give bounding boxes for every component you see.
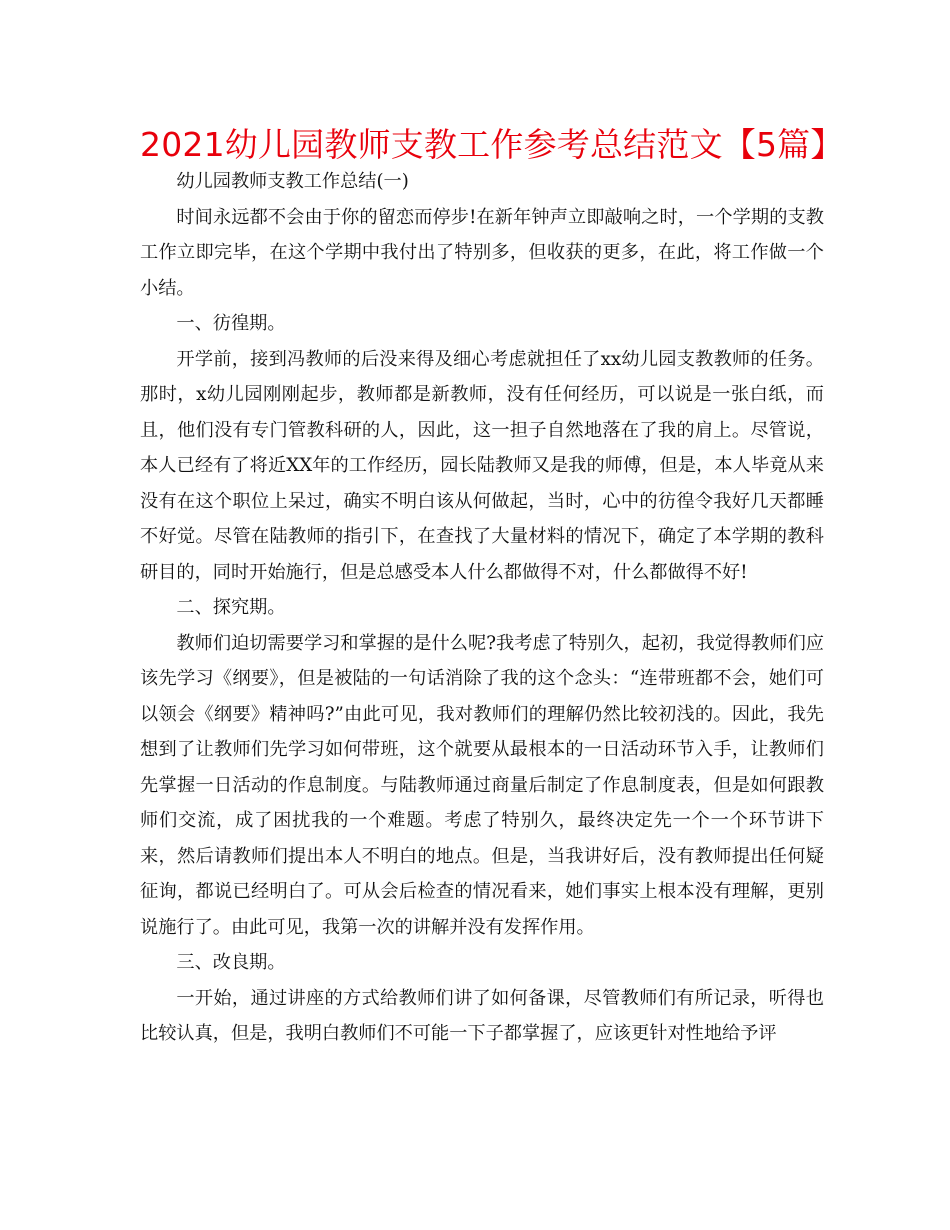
- section-heading: 幼儿园教师支教工作总结(一): [176, 171, 409, 192]
- subsection-heading: 二、探究期。: [176, 597, 286, 618]
- subsection-heading: 一、彷徨期。: [176, 313, 286, 334]
- subsection-heading: 三、改良期。: [176, 952, 286, 973]
- body-paragraph: 一开始，通过讲座的方式给教师们讲了如何备课，尽管教师们有所记录，听得也比较认真，但是，我明白教师们不可能一下子都掌握了，应该更针对性地给予评: [140, 987, 824, 1044]
- document-title: 2021幼儿园教师支教工作参考总结范文【5篇】: [140, 125, 844, 164]
- document-body: [140, 164, 824, 1052]
- body-paragraph: 开学前，接到冯教师的后没来得及细心考虑就担任了xx幼儿园支教教师的任务。那时，x幼儿园刚刚起步，教师都是新教师，没有任何经历，可以说是一张白纸，而且，他们没有专门管教科研的人，因此，这一担子自然地落在了我的肩上。尽管说，本人已经有了将近XX年的工作经历，园长陆教师又是我的师傅，但是，本人毕竟从来没有在这个职位上呆过，确实不明白该从何做起，当时，心中的彷徨令我好几天都睡不好觉。尽管在陆教师的指引下，在查找了大量材料的情况下，确定了本学期的教科研目的，同时开始施行，但是总感受本人什么都做得不对，什么都做得不好!: [140, 348, 824, 583]
- body-paragraph: 时间永远都不会由于你的留恋而停步!在新年钟声立即敲响之时，一个学期的支教工作立即完毕，在这个学期中我付出了特别多，但收获的更多，在此，将工作做一个小结。: [140, 206, 824, 299]
- body-paragraph: 教师们迫切需要学习和掌握的是什么呢?我考虑了特别久，起初，我觉得教师们应该先学习《纲要》，但是被陆的一句话消除了我的这个念头：“连带班都不会，她们可以领会《纲要》精神吗?”由此可见，我对教师们的理解仍然比较初浅的。因此，我先想到了让教师们先学习如何带班，这个就要从最根本的一日活动环节入手，让教师们先掌握一日活动的作息制度。与陆教师通过商量后制定了作息制度表，但是如何跟教师们交流，成了困扰我的一个难题。考虑了特别久，最终决定先一个一个环节讲下来，然后请教师们提出本人不明白的地点。但是，当我讲好后，没有教师提出任何疑征询，都说已经明白了。可从会后检查的情况看来，她们事实上根本没有理解，更别说施行了。由此可见，我第一次的讲解并没有发挥作用。: [140, 632, 824, 938]
